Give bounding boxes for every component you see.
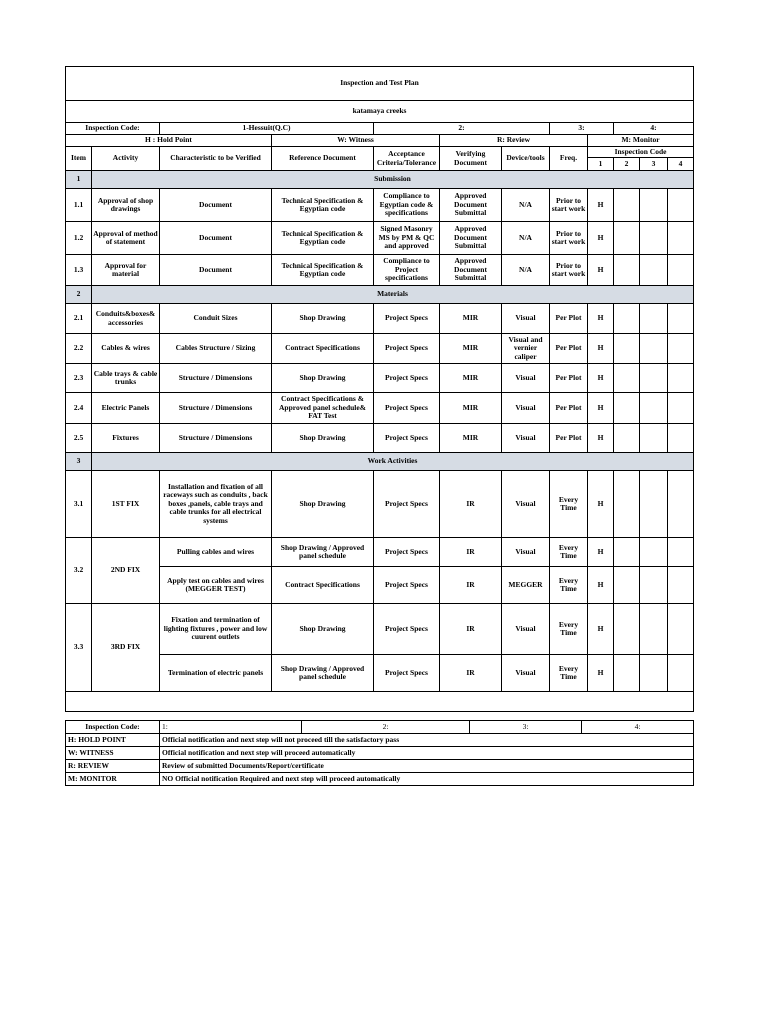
row-freq: Every Time bbox=[550, 655, 588, 692]
spacer-row bbox=[66, 692, 694, 712]
row-freq: Prior to start work bbox=[550, 255, 588, 286]
row-code-2 bbox=[614, 424, 640, 453]
row-verifying: Approved Document Submittal bbox=[440, 222, 502, 255]
row-code-2 bbox=[614, 604, 640, 655]
row-code-4 bbox=[668, 604, 694, 655]
inspection-code-legend bbox=[65, 720, 694, 786]
row-item: 3.1 bbox=[66, 471, 92, 538]
row-device: N/A bbox=[502, 189, 550, 222]
row-acceptance: Project Specs bbox=[374, 538, 440, 567]
row-freq: Prior to start work bbox=[550, 189, 588, 222]
row-activity: Approval for material bbox=[92, 255, 160, 286]
codes-row bbox=[66, 123, 694, 135]
row-item: 1.2 bbox=[66, 222, 92, 255]
table-row bbox=[66, 222, 694, 255]
row-code-4 bbox=[668, 334, 694, 364]
code-1: 1-Hessuit(Q.C) bbox=[160, 123, 374, 135]
row-characteristic: Document bbox=[160, 222, 272, 255]
legend-code: M: MONITOR bbox=[66, 773, 160, 786]
row-reference: Contract Specifications bbox=[272, 334, 374, 364]
row-code-2 bbox=[614, 334, 640, 364]
row-reference: Shop Drawing / Approved panel schedule bbox=[272, 538, 374, 567]
row-item: 2.1 bbox=[66, 304, 92, 334]
section-materials bbox=[66, 286, 694, 304]
row-item: 1.1 bbox=[66, 189, 92, 222]
table-row bbox=[66, 655, 694, 692]
row-code-3 bbox=[640, 393, 668, 424]
row-characteristic: Pulling cables and wires bbox=[160, 538, 272, 567]
row-code-1: H bbox=[588, 567, 614, 604]
row-device: Visual bbox=[502, 538, 550, 567]
row-code-1: H bbox=[588, 222, 614, 255]
table-row bbox=[66, 538, 694, 567]
row-code-2 bbox=[614, 471, 640, 538]
row-code-1: H bbox=[588, 304, 614, 334]
row-freq: Every Time bbox=[550, 567, 588, 604]
project-name: katamaya creeks bbox=[66, 101, 694, 123]
row-reference: Shop Drawing / Approved panel schedule bbox=[272, 655, 374, 692]
row-activity: Cables & wires bbox=[92, 334, 160, 364]
row-verifying: Approved Document Submittal bbox=[440, 189, 502, 222]
row-verifying: Approved Document Submittal bbox=[440, 255, 502, 286]
row-activity: 1ST FIX bbox=[92, 471, 160, 538]
row-code-2 bbox=[614, 189, 640, 222]
table-row bbox=[66, 189, 694, 222]
legend-header-label: Inspection Code: bbox=[66, 721, 160, 734]
table-row bbox=[66, 304, 694, 334]
row-acceptance: Project Specs bbox=[374, 655, 440, 692]
row-reference: Shop Drawing bbox=[272, 471, 374, 538]
row-verifying: MIR bbox=[440, 393, 502, 424]
section-number: 3 bbox=[66, 453, 92, 471]
legend-row-review bbox=[66, 760, 694, 773]
legend-text: NO Official notification Required and next step will proceed automatically bbox=[160, 773, 694, 786]
key-review: R: Review bbox=[440, 135, 588, 147]
row-code-4 bbox=[668, 304, 694, 334]
table-row bbox=[66, 334, 694, 364]
row-code-4 bbox=[668, 255, 694, 286]
row-acceptance: Compliance to Project specifications bbox=[374, 255, 440, 286]
row-acceptance: Project Specs bbox=[374, 424, 440, 453]
row-verifying: IR bbox=[440, 604, 502, 655]
row-acceptance: Project Specs bbox=[374, 471, 440, 538]
row-reference: Contract Specifications bbox=[272, 567, 374, 604]
row-device: N/A bbox=[502, 255, 550, 286]
row-acceptance: Signed Masonry MS by PM & QC and approved bbox=[374, 222, 440, 255]
row-reference: Contract Specifications & Approved panel schedule& FAT Test bbox=[272, 393, 374, 424]
legend-code: R: REVIEW bbox=[66, 760, 160, 773]
row-characteristic: Cables Structure / Sizing bbox=[160, 334, 272, 364]
row-characteristic: Apply test on cables and wires (MEGGER TEST) bbox=[160, 567, 272, 604]
row-code-2 bbox=[614, 255, 640, 286]
row-code-2 bbox=[614, 393, 640, 424]
document-title: Inspection and Test Plan bbox=[66, 67, 694, 101]
row-characteristic: Structure / Dimensions bbox=[160, 393, 272, 424]
row-code-1: H bbox=[588, 189, 614, 222]
legend-row-hold bbox=[66, 734, 694, 747]
row-activity: 2ND FIX bbox=[92, 538, 160, 604]
row-code-1: H bbox=[588, 538, 614, 567]
section-title: Work Activities bbox=[92, 453, 694, 471]
header-code-4: 4 bbox=[668, 158, 694, 171]
row-freq: Per Plot bbox=[550, 424, 588, 453]
row-code-3 bbox=[640, 304, 668, 334]
row-code-4 bbox=[668, 364, 694, 393]
table-row bbox=[66, 364, 694, 393]
row-activity: Conduits&boxes& accessories bbox=[92, 304, 160, 334]
key-witness: W: Witness bbox=[272, 135, 440, 147]
legend-code: W: WITNESS bbox=[66, 747, 160, 760]
row-reference: Shop Drawing bbox=[272, 304, 374, 334]
row-code-1: H bbox=[588, 655, 614, 692]
row-code-3 bbox=[640, 538, 668, 567]
legend-row-witness bbox=[66, 747, 694, 760]
row-device: Visual and vernier caliper bbox=[502, 334, 550, 364]
legend-header-row bbox=[66, 721, 694, 734]
row-freq: Per Plot bbox=[550, 304, 588, 334]
section-submission bbox=[66, 171, 694, 189]
code-4: 4: bbox=[614, 123, 694, 135]
row-activity: Approval of shop drawings bbox=[92, 189, 160, 222]
legend-header-1: 1: bbox=[160, 721, 302, 734]
itp-table bbox=[65, 66, 694, 712]
row-verifying: MIR bbox=[440, 304, 502, 334]
row-device: Visual bbox=[502, 655, 550, 692]
table-row bbox=[66, 393, 694, 424]
header-acceptance: Acceptance Criteria/Tolerance bbox=[374, 147, 440, 171]
row-verifying: IR bbox=[440, 471, 502, 538]
row-characteristic: Termination of electric panels bbox=[160, 655, 272, 692]
row-freq: Per Plot bbox=[550, 393, 588, 424]
row-code-1: H bbox=[588, 471, 614, 538]
header-inspection-code: Inspection Code bbox=[588, 147, 694, 158]
row-verifying: MIR bbox=[440, 334, 502, 364]
row-freq: Prior to start work bbox=[550, 222, 588, 255]
row-acceptance: Project Specs bbox=[374, 393, 440, 424]
row-acceptance: Project Specs bbox=[374, 334, 440, 364]
row-reference: Shop Drawing bbox=[272, 604, 374, 655]
header-row bbox=[66, 147, 694, 158]
legend-text: Official notification and next step will not proceed till the satisfactory pass bbox=[160, 734, 694, 747]
row-item: 3.2 bbox=[66, 538, 92, 604]
row-acceptance: Compliance to Egyptian code & specifications bbox=[374, 189, 440, 222]
row-code-2 bbox=[614, 364, 640, 393]
row-device: Visual bbox=[502, 604, 550, 655]
row-code-2 bbox=[614, 567, 640, 604]
row-characteristic: Structure / Dimensions bbox=[160, 364, 272, 393]
blank-cell bbox=[66, 692, 694, 712]
header-item: Item bbox=[66, 147, 92, 171]
header-verifying: Verifying Document bbox=[440, 147, 502, 171]
header-characteristic: Characteristic to be Verified bbox=[160, 147, 272, 171]
section-number: 1 bbox=[66, 171, 92, 189]
header-activity: Activity bbox=[92, 147, 160, 171]
key-row bbox=[66, 135, 694, 147]
row-device: N/A bbox=[502, 222, 550, 255]
header-code-2: 2 bbox=[614, 158, 640, 171]
legend-code: H: HOLD POINT bbox=[66, 734, 160, 747]
row-code-4 bbox=[668, 189, 694, 222]
code-2: 2: bbox=[374, 123, 550, 135]
row-code-4 bbox=[668, 393, 694, 424]
itp-sheet bbox=[65, 66, 693, 712]
header-freq: Freq. bbox=[550, 147, 588, 171]
legend-text: Review of submitted Documents/Report/certificate bbox=[160, 760, 694, 773]
table-row bbox=[66, 604, 694, 655]
legend-header-3: 3: bbox=[470, 721, 582, 734]
row-code-1: H bbox=[588, 255, 614, 286]
row-characteristic: Fixation and termination of lighting fixtures , power and low cuurent outlets bbox=[160, 604, 272, 655]
row-code-1: H bbox=[588, 393, 614, 424]
row-acceptance: Project Specs bbox=[374, 364, 440, 393]
row-item: 2.5 bbox=[66, 424, 92, 453]
key-monitor: M: Monitor bbox=[588, 135, 694, 147]
row-freq: Every Time bbox=[550, 471, 588, 538]
row-code-2 bbox=[614, 655, 640, 692]
row-code-3 bbox=[640, 364, 668, 393]
row-code-3 bbox=[640, 255, 668, 286]
row-code-3 bbox=[640, 604, 668, 655]
row-code-4 bbox=[668, 471, 694, 538]
row-device: Visual bbox=[502, 364, 550, 393]
row-reference: Shop Drawing bbox=[272, 364, 374, 393]
row-code-4 bbox=[668, 538, 694, 567]
row-code-4 bbox=[668, 222, 694, 255]
row-verifying: MIR bbox=[440, 364, 502, 393]
legend-header-2: 2: bbox=[302, 721, 470, 734]
row-code-3 bbox=[640, 567, 668, 604]
row-acceptance: Project Specs bbox=[374, 604, 440, 655]
row-verifying: IR bbox=[440, 655, 502, 692]
row-device: Visual bbox=[502, 304, 550, 334]
row-characteristic: Conduit Sizes bbox=[160, 304, 272, 334]
section-title: Materials bbox=[92, 286, 694, 304]
row-device: Visual bbox=[502, 471, 550, 538]
row-code-3 bbox=[640, 471, 668, 538]
code-3: 3: bbox=[550, 123, 614, 135]
row-verifying: IR bbox=[440, 538, 502, 567]
row-code-1: H bbox=[588, 604, 614, 655]
row-code-4 bbox=[668, 424, 694, 453]
row-device: Visual bbox=[502, 424, 550, 453]
row-code-1: H bbox=[588, 334, 614, 364]
row-code-2 bbox=[614, 304, 640, 334]
row-code-4 bbox=[668, 655, 694, 692]
section-number: 2 bbox=[66, 286, 92, 304]
row-item: 2.4 bbox=[66, 393, 92, 424]
legend-header-4: 4: bbox=[582, 721, 694, 734]
row-activity: Fixtures bbox=[92, 424, 160, 453]
table-row bbox=[66, 424, 694, 453]
row-reference: Technical Specification & Egyptian code bbox=[272, 222, 374, 255]
section-work-activities bbox=[66, 453, 694, 471]
row-freq: Every Time bbox=[550, 604, 588, 655]
table-row bbox=[66, 255, 694, 286]
row-activity: Electric Panels bbox=[92, 393, 160, 424]
legend-row-monitor bbox=[66, 773, 694, 786]
row-device: Visual bbox=[502, 393, 550, 424]
header-device: Device/tools bbox=[502, 147, 550, 171]
key-hold: H : Hold Point bbox=[66, 135, 272, 147]
row-characteristic: Document bbox=[160, 255, 272, 286]
row-item: 1.3 bbox=[66, 255, 92, 286]
row-code-3 bbox=[640, 189, 668, 222]
row-freq: Every Time bbox=[550, 538, 588, 567]
row-freq: Per Plot bbox=[550, 364, 588, 393]
row-code-2 bbox=[614, 222, 640, 255]
row-code-1: H bbox=[588, 424, 614, 453]
table-row bbox=[66, 471, 694, 538]
row-reference: Technical Specification & Egyptian code bbox=[272, 255, 374, 286]
row-code-3 bbox=[640, 334, 668, 364]
row-freq: Per Plot bbox=[550, 334, 588, 364]
row-reference: Shop Drawing bbox=[272, 424, 374, 453]
row-code-1: H bbox=[588, 364, 614, 393]
row-acceptance: Project Specs bbox=[374, 304, 440, 334]
row-characteristic: Installation and fixation of all raceways such as conduits , back boxes ,panels, cable trays and cable trunks for all electrical systems bbox=[160, 471, 272, 538]
row-activity: Approval of method of statement bbox=[92, 222, 160, 255]
row-acceptance: Project Specs bbox=[374, 567, 440, 604]
row-item: 2.3 bbox=[66, 364, 92, 393]
row-item: 3.3 bbox=[66, 604, 92, 692]
row-code-3 bbox=[640, 655, 668, 692]
section-title: Submission bbox=[92, 171, 694, 189]
codes-label: Inspection Code: bbox=[66, 123, 160, 135]
row-code-2 bbox=[614, 538, 640, 567]
header-code-3: 3 bbox=[640, 158, 668, 171]
row-item: 2.2 bbox=[66, 334, 92, 364]
row-characteristic: Structure / Dimensions bbox=[160, 424, 272, 453]
row-device: MEGGER bbox=[502, 567, 550, 604]
table-row bbox=[66, 567, 694, 604]
row-code-3 bbox=[640, 424, 668, 453]
header-reference: Reference Document bbox=[272, 147, 374, 171]
row-characteristic: Document bbox=[160, 189, 272, 222]
row-activity: 3RD FIX bbox=[92, 604, 160, 692]
row-activity: Cable trays & cable trunks bbox=[92, 364, 160, 393]
row-verifying: MIR bbox=[440, 424, 502, 453]
row-code-4 bbox=[668, 567, 694, 604]
legend-text: Official notification and next step will proceed automatically bbox=[160, 747, 694, 760]
row-reference: Technical Specification & Egyptian code bbox=[272, 189, 374, 222]
row-verifying: IR bbox=[440, 567, 502, 604]
header-code-1: 1 bbox=[588, 158, 614, 171]
row-code-3 bbox=[640, 222, 668, 255]
